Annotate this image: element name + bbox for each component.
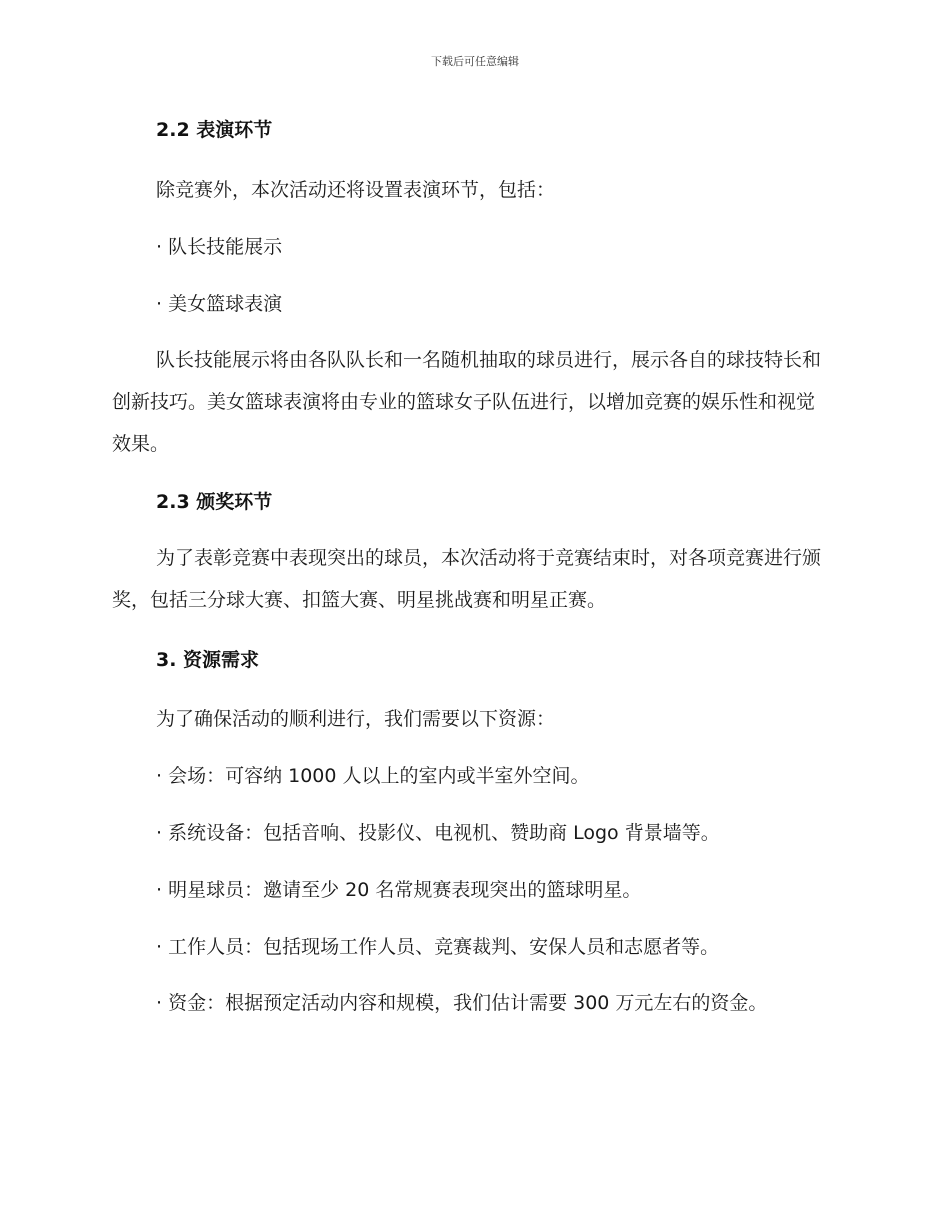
section-heading-2-3: 2.3 颁奖环节 bbox=[156, 491, 273, 513]
bullet-item: · 系统设备：包括音响、投影仪、电视机、赞助商 Logo 背景墙等。 bbox=[156, 822, 720, 844]
section-heading-3: 3. 资源需求 bbox=[156, 649, 260, 671]
document-page bbox=[112, 112, 832, 1024]
section-2-2-intro: 除竞赛外，本次活动还将设置表演环节，包括： bbox=[156, 179, 556, 201]
bullet-item: · 队长技能展示 bbox=[156, 236, 283, 258]
bullet-item: · 美女篮球表演 bbox=[156, 293, 283, 315]
bullet-item: · 明星球员：邀请至少 20 名常规赛表现突出的篮球明星。 bbox=[156, 879, 642, 901]
section-3-intro: 为了确保活动的顺利进行，我们需要以下资源： bbox=[156, 708, 556, 730]
bullet-item: · 工作人员：包括现场工作人员、竞赛裁判、安保人员和志愿者等。 bbox=[156, 936, 720, 958]
bullet-item: · 会场：可容纳 1000 人以上的室内或半室外空间。 bbox=[156, 765, 590, 787]
section-2-3-body: 为了表彰竞赛中表现突出的球员，本次活动将于竞赛结束时，对各项竞赛进行颁奖，包括三分球大赛、扣篮大赛、明星挑战赛和明星正赛。 bbox=[112, 547, 822, 611]
bullet-item: · 资金：根据预定活动内容和规模，我们估计需要 300 万元左右的资金。 bbox=[156, 992, 768, 1014]
section-2-2-body: 队长技能展示将由各队队长和一名随机抽取的球员进行，展示各自的球技特长和创新技巧。美女篮球表演将由专业的篮球女子队伍进行，以增加竞赛的娱乐性和视觉效果。 bbox=[112, 349, 822, 455]
page-header-note: 下载后可任意编辑 bbox=[431, 55, 519, 68]
section-heading-2-2: 2.2 表演环节 bbox=[156, 119, 273, 141]
